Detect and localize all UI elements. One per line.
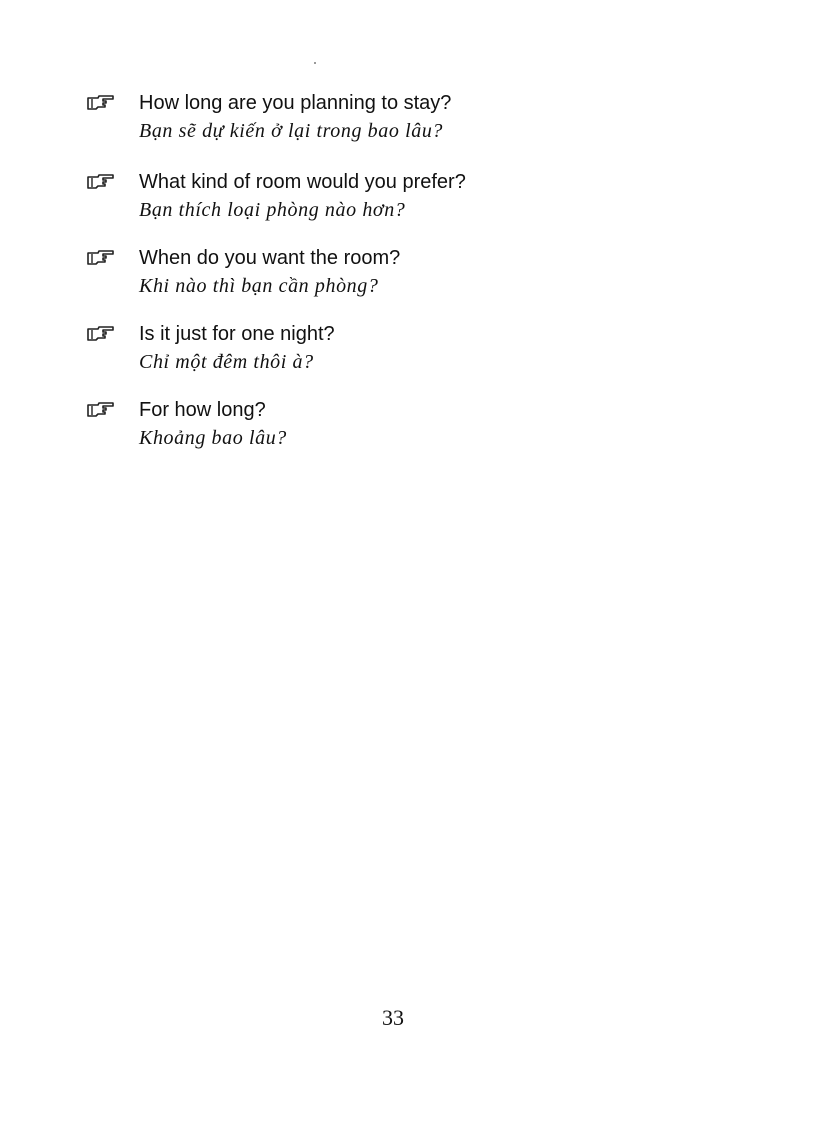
vietnamese-translation: Bạn thích loại phòng nào hơn? <box>139 199 406 221</box>
vietnamese-translation: Khoảng bao lâu? <box>139 427 287 449</box>
pointing-hand-icon <box>86 93 116 111</box>
vietnamese-translation: Khi nào thì bạn cần phòng? <box>139 275 379 297</box>
pointing-hand-icon <box>86 248 116 266</box>
english-phrase: When do you want the room? <box>139 247 401 269</box>
english-phrase: For how long? <box>139 399 266 421</box>
pointing-hand-icon <box>86 400 116 418</box>
page-number: 33 <box>382 1005 404 1030</box>
vietnamese-translation: Bạn sẽ dự kiến ở lại trong bao lâu? <box>139 120 444 142</box>
pointing-hand-icon <box>86 324 116 342</box>
pointing-hand-icon <box>86 172 116 190</box>
english-phrase: How long are you planning to stay? <box>139 92 452 114</box>
vietnamese-translation: Chỉ một đêm thôi à? <box>139 351 314 373</box>
scan-speck <box>314 62 316 64</box>
english-phrase: What kind of room would you prefer? <box>139 171 466 193</box>
english-phrase: Is it just for one night? <box>139 323 335 345</box>
